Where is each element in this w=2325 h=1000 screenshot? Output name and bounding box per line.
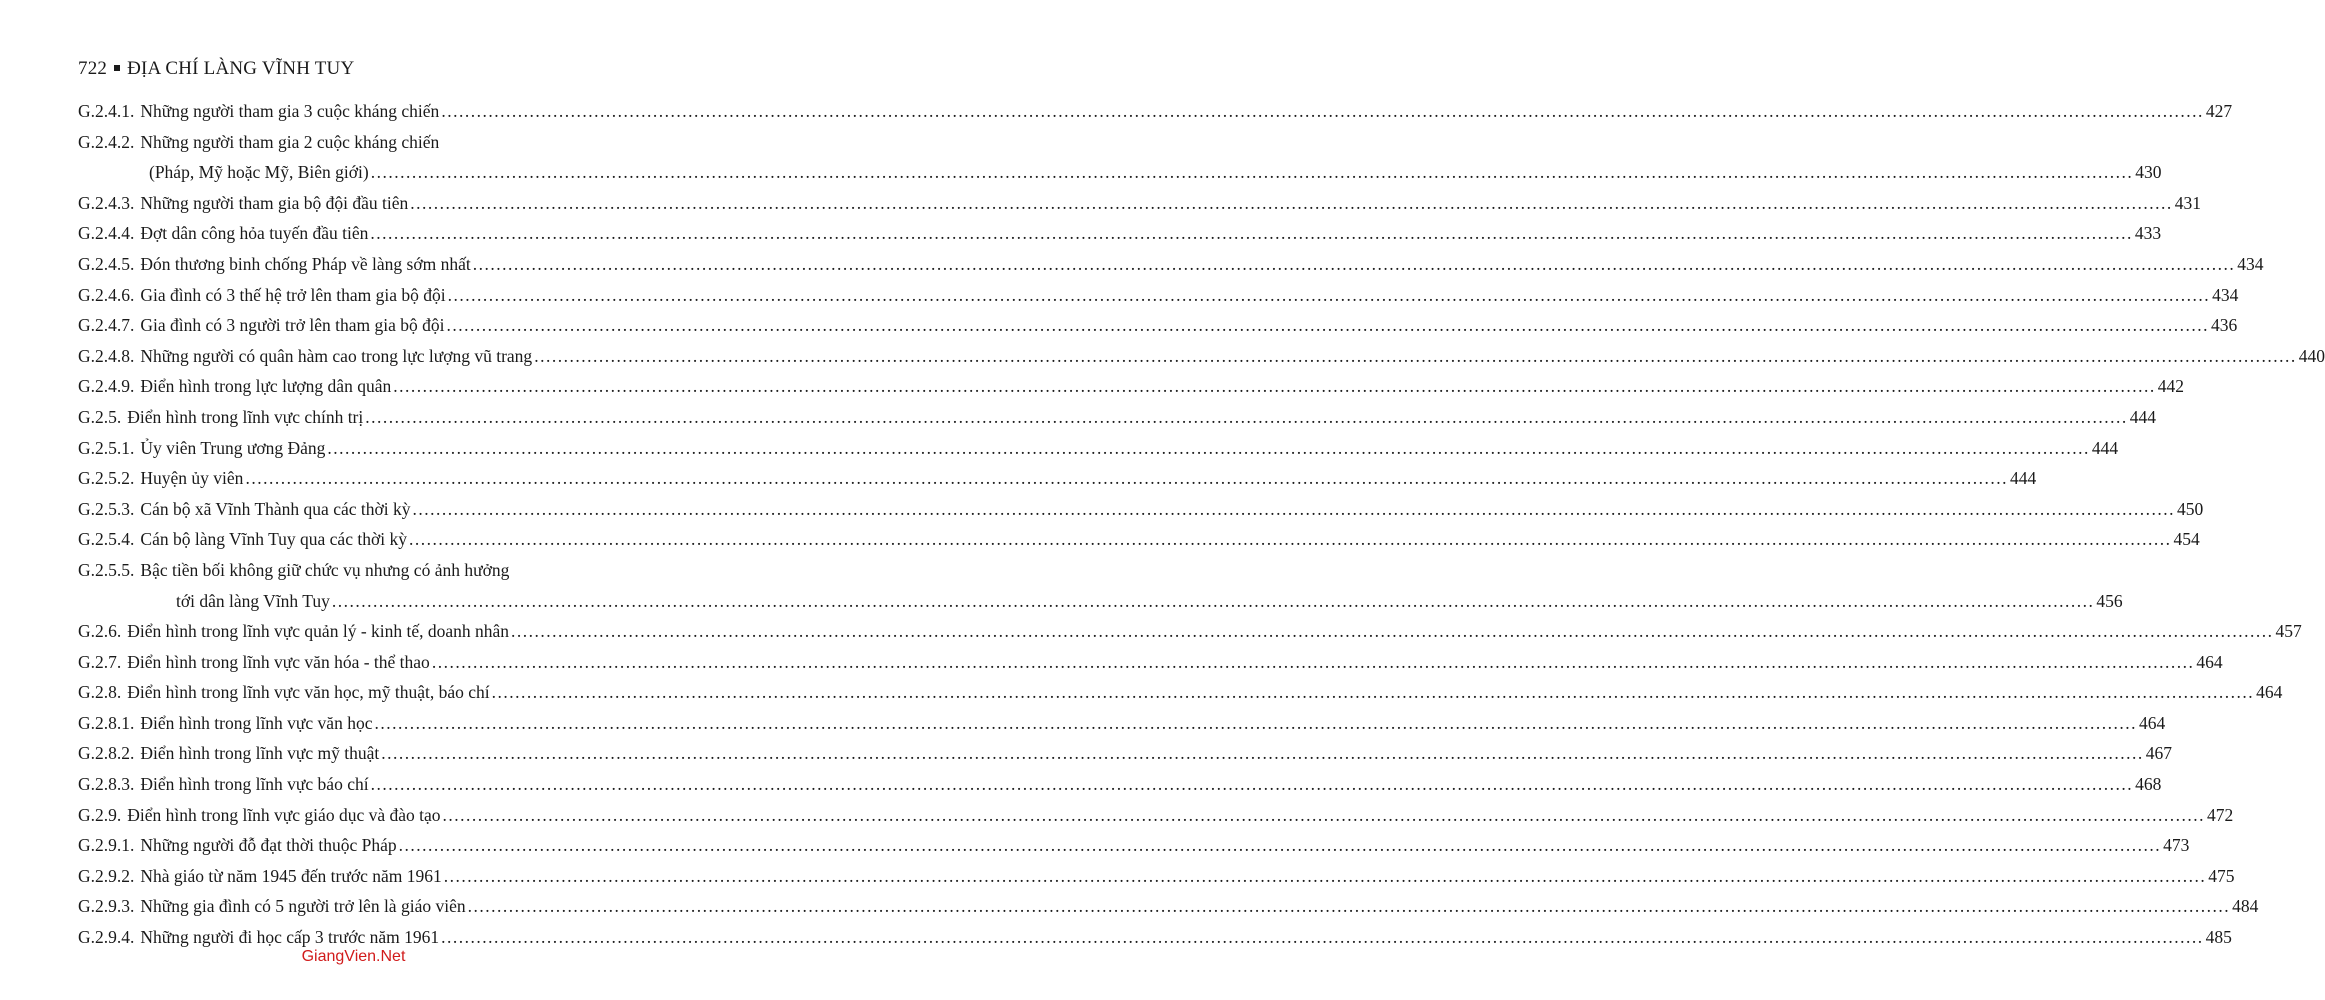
toc-entry-title: Điển hình trong lĩnh vực văn hóa - thể thao [127,651,430,672]
toc-entry [78,891,2259,922]
toc-entry-code: G.2.8.3. [78,774,135,795]
toc-leader-dots: ............................................................................................................................................................................................................................................................................................................ [511,621,2274,642]
toc-entry-title: Những người đỗ đạt thời thuộc Pháp [140,835,397,856]
toc-entry-page: 473 [2163,835,2190,856]
toc-entry-page: 468 [2135,774,2162,795]
toc-entry-title: Những người đi học cấp 3 trước năm 1961 [140,927,440,948]
toc-entry-code: G.2.4.2. [78,131,135,152]
toc-entry-title: Cán bộ xã Vĩnh Thành qua các thời kỳ [140,498,411,519]
toc-entry [78,800,2234,831]
toc-entry-code: G.2.6. [78,621,122,642]
table-of-contents [78,96,2325,953]
toc-leader-dots: ............................................................................................................................................................................................................................................................................................................ [365,406,2128,427]
toc-entry-title: Những người tham gia 2 cuộc kháng chiến [140,131,440,152]
toc-entry [78,830,2190,861]
toc-leader-dots: ............................................................................................................................................................................................................................................................................................................ [245,468,2008,489]
toc-entry-code: G.2.4.8. [78,345,135,366]
toc-entry-title: Gia đình có 3 thế hệ trở lên tham gia bộ đội [140,284,446,305]
toc-leader-dots: ............................................................................................................................................................................................................................................................................................................ [374,712,2137,733]
toc-entry-code: G.2.8.1. [78,712,135,733]
toc-entry-code: G.2.9.1. [78,835,135,856]
toc-entry-title: Cán bộ làng Vĩnh Tuy qua các thời kỳ [140,529,407,550]
toc-leader-dots: ............................................................................................................................................................................................................................................................................................................ [408,529,2172,550]
toc-entry-title: Điển hình trong lĩnh vực quản lý - kinh tế, doanh nhân [127,621,510,642]
toc-entry-code: G.2.4.1. [78,101,135,121]
toc-entry [78,677,2283,708]
toc-entry-page: 444 [2009,468,2037,489]
toc-entry-code: G.2.4.9. [78,376,135,397]
toc-leader-dots: ............................................................................................................................................................................................................................................................................................................ [370,223,2133,244]
toc-entry-code: G.2.4.5. [78,253,135,274]
toc-entry [78,769,2162,800]
toc-leader-dots: ............................................................................................................................................................................................................................................................................................................ [370,162,2134,183]
toc-entry-title: Những gia đình có 5 người trở lên là giáo viên [140,896,466,917]
toc-entry-page: 444 [2129,406,2156,427]
toc-leader-dots: ............................................................................................................................................................................................................................................................................................................ [442,804,2205,825]
toc-entry-code: G.2.5.1. [78,437,135,458]
toc-entry-title: Gia đình có 3 người trở lên tham gia bộ đội [140,315,445,336]
toc-entry-code: G.2.4.4. [78,223,135,244]
toc-leader-dots: ............................................................................................................................................................................................................................................................................................................ [370,774,2134,795]
toc-leader-dots: ............................................................................................................................................................................................................................................................................................................ [441,101,2204,121]
toc-entry-page: 427 [2205,101,2233,121]
toc-leader-dots: ............................................................................................................................................................................................................................................................................................................ [534,345,2297,366]
toc-entry [78,555,2123,616]
toc-entry [78,402,2156,433]
toc-leader-dots: ............................................................................................................................................................................................................................................................................................................ [446,315,2209,336]
toc-entry-code: G.2.8.2. [78,743,135,764]
toc-leader-dots: ............................................................................................................................................................................................................................................................................................................ [412,498,2175,519]
toc-entry-page: 467 [2145,743,2173,764]
toc-entry-page: 450 [2176,498,2204,519]
toc-entry-page: 431 [2174,192,2201,213]
watermark: GiangVien.Net [301,948,406,965]
toc-entry-title-continuation: tới dân làng Vĩnh Tuy [176,590,330,611]
toc-leader-dots: ............................................................................................................................................................................................................................................................................................................ [381,743,2144,764]
toc-entry-code: G.2.5.2. [78,468,135,489]
toc-entry-title: Nhà giáo từ năm 1945 đến trước năm 1961 [140,865,442,886]
toc-entry-code: G.2.5.5. [78,559,135,580]
toc-entry [78,433,2119,464]
toc-entry [78,341,2325,372]
toc-entry-page: 464 [2196,651,2223,672]
running-header [78,58,354,80]
toc-entry-code: G.2.9.2. [78,865,135,886]
header-title: ĐỊA CHÍ LÀNG VĨNH TUY [127,58,355,79]
toc-leader-dots: ............................................................................................................................................................................................................................................................................................................ [467,896,2231,917]
toc-entry-title: Đón thương binh chống Pháp về làng sớm nhất [140,253,471,274]
toc-leader-dots: ............................................................................................................................................................................................................................................................................................................ [447,284,2211,305]
toc-entry [78,371,2184,402]
toc-leader-dots: ............................................................................................................................................................................................................................................................................................................ [327,437,2090,458]
toc-entry-title: Những người có quân hàm cao trong lực lượng vũ trang [140,345,533,366]
toc-leader-dots: ............................................................................................................................................................................................................................................................................................................ [431,651,2195,672]
toc-leader-dots: ............................................................................................................................................................................................................................................................................................................ [472,253,2236,274]
toc-entry-code: G.2.4.6. [78,284,135,305]
toc-entry-page: 457 [2275,621,2302,642]
toc-entry-code: G.2.8. [78,682,122,703]
toc-entry-code: G.2.5.4. [78,529,135,550]
toc-entry-page: 454 [2173,529,2200,550]
toc-leader-dots: ............................................................................................................................................................................................................................................................................................................ [410,192,2173,213]
toc-entry-title: Những người tham gia 3 cuộc kháng chiến [140,101,440,121]
toc-entry-title: Ủy viên Trung ương Đảng [140,437,326,458]
toc-entry-title-continuation: (Pháp, Mỹ hoặc Mỹ, Biên giới) [149,162,369,183]
toc-entry-page: 433 [2134,223,2162,244]
toc-entry [78,463,2037,494]
header-bullet-icon [114,65,120,71]
toc-entry-page: 472 [2207,804,2234,825]
toc-entry-title: Đợt dân công hỏa tuyến đầu tiên [140,223,369,244]
toc-entry-page: 456 [2096,590,2123,611]
toc-entry-code: G.2.4.3. [78,192,135,213]
toc-entry-page: 464 [2138,712,2166,733]
toc-entry [78,127,2162,188]
toc-leader-dots: ............................................................................................................................................................................................................................................................................................................ [398,835,2162,856]
toc-entry [78,249,2264,280]
toc-entry-page: 442 [2157,376,2184,397]
toc-entry-page: 464 [2256,682,2283,703]
toc-entry-title: Điển hình trong lĩnh vực văn học [140,712,373,733]
toc-entry-page: 444 [2091,437,2119,458]
toc-entry [78,188,2201,219]
toc-entry-title: Điển hình trong lĩnh vực giáo dục và đào tạo [127,804,441,825]
toc-entry-title: Bậc tiền bối không giữ chức vụ nhưng có ảnh hưởng [140,559,510,580]
toc-entry-page: 485 [2205,927,2232,948]
toc-entry-title: Điển hình trong lực lượng dân quân [140,376,392,397]
header-page-number: 722 [78,58,108,79]
toc-entry [78,738,2173,769]
toc-leader-dots: ............................................................................................................................................................................................................................................................................................................ [331,590,2095,611]
toc-entry [78,310,2238,341]
toc-entry-title: Điển hình trong lĩnh vực văn học, mỹ thuật, báo chí [127,682,490,703]
toc-entry-title: Điển hình trong lĩnh vực chính trị [127,406,364,427]
toc-entry-title: Điển hình trong lĩnh vực mỹ thuật [140,743,380,764]
toc-entry-page: 484 [2232,896,2259,917]
toc-entry [78,616,2302,647]
toc-entry-title: Những người tham gia bộ đội đầu tiên [140,192,409,213]
toc-entry [78,494,2204,525]
toc-entry-page: 434 [2212,284,2239,305]
toc-leader-dots: ............................................................................................................................................................................................................................................................................................................ [441,927,2204,948]
toc-entry [78,96,2233,127]
toc-entry [78,647,2223,678]
toc-entry-code: G.2.9.4. [78,927,135,948]
toc-entry-page: 436 [2210,315,2238,336]
toc-entry [78,218,2162,249]
toc-entry-code: G.2.7. [78,651,122,672]
toc-leader-dots: ............................................................................................................................................................................................................................................................................................................ [443,865,2207,886]
toc-entry-page: 430 [2135,162,2162,183]
toc-entry-page: 440 [2298,345,2325,366]
toc-leader-dots: ............................................................................................................................................................................................................................................................................................................ [393,376,2156,397]
toc-entry [78,708,2166,739]
toc-entry-page: 434 [2237,253,2264,274]
toc-entry [78,524,2200,555]
toc-entry-code: G.2.5. [78,406,122,427]
toc-entry-code: G.2.4.7. [78,315,135,336]
toc-leader-dots: ............................................................................................................................................................................................................................................................................................................ [491,682,2255,703]
toc-entry-page: 475 [2208,865,2235,886]
toc-entry [78,280,2239,311]
toc-entry-code: G.2.9. [78,804,122,825]
toc-entry [78,861,2235,892]
toc-entry-code: G.2.5.3. [78,498,135,519]
toc-entry-title: Điển hình trong lĩnh vực báo chí [140,774,369,795]
toc-entry-code: G.2.9.3. [78,896,135,917]
toc-entry-title: Huyện ủy viên [140,468,244,489]
